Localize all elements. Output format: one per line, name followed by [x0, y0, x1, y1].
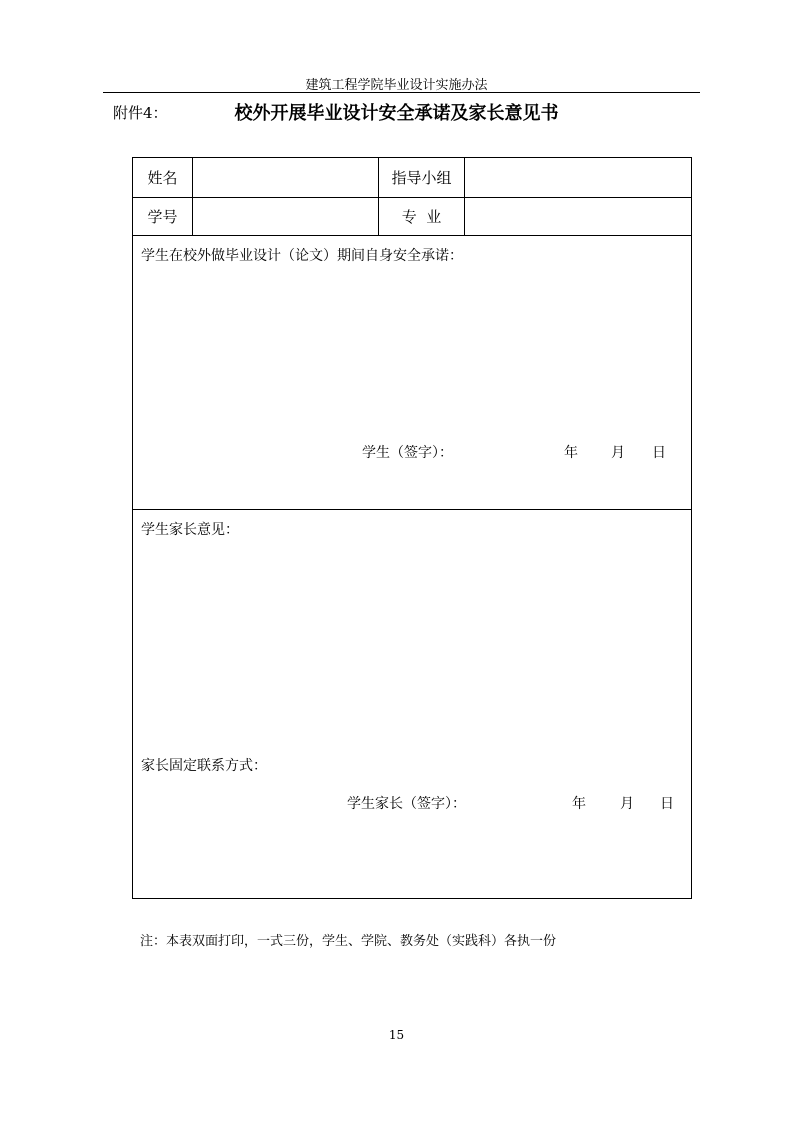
major-label-text: 专 业	[401, 208, 442, 226]
form-row-student-id	[133, 198, 691, 236]
safety-commitment-form	[132, 157, 692, 899]
parent-date-month: 月	[620, 796, 634, 812]
parent-signature-label: 学生家长（签字）：	[347, 796, 466, 812]
advisor-group-label: 指导小组	[379, 158, 465, 197]
header-rule	[103, 92, 700, 93]
name-label: 姓名	[133, 158, 193, 197]
running-header: 建筑工程学院毕业设计实施办法	[305, 78, 488, 93]
parent-opinion-title: 学生家长意见：	[141, 522, 239, 538]
parent-date-day: 日	[660, 796, 674, 812]
promise-date-day: 日	[652, 445, 666, 461]
parent-date-year: 年	[572, 796, 586, 812]
major-field[interactable]	[465, 198, 691, 235]
document-title: 校外开展毕业设计安全承诺及家长意见书	[234, 103, 559, 124]
promise-date-year: 年	[564, 445, 578, 461]
advisor-group-field[interactable]	[465, 158, 691, 197]
promise-date-month: 月	[611, 445, 625, 461]
parent-opinion-section[interactable]	[133, 510, 691, 898]
safety-promise-title: 学生在校外做毕业设计（论文）期间自身安全承诺：	[141, 248, 463, 264]
attachment-label: 附件4：	[113, 104, 168, 122]
page-number: 15	[388, 1028, 405, 1042]
form-row-name	[133, 158, 691, 198]
student-id-field[interactable]	[193, 198, 379, 235]
parent-contact-label: 家长固定联系方式：	[141, 758, 267, 774]
student-signature-label: 学生（签字）：	[362, 445, 453, 461]
safety-promise-section[interactable]	[133, 236, 691, 510]
footnote: 注：本表双面打印，一式三份，学生、学院、教务处（实践科）各执一份	[140, 934, 557, 949]
name-field[interactable]	[193, 158, 379, 197]
major-label	[379, 198, 465, 235]
student-id-label: 学号	[133, 198, 193, 235]
